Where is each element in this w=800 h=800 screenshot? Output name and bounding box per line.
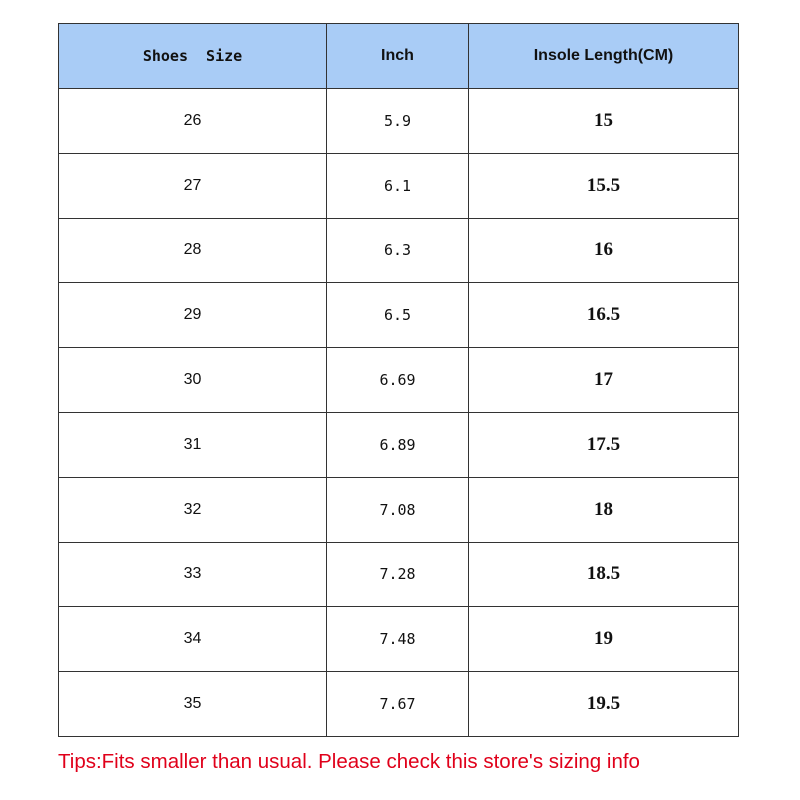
cell-inch: 6.5 [327, 283, 469, 348]
header-row [59, 24, 739, 89]
cell-insole-length: 16 [469, 218, 739, 283]
cell-inch: 6.69 [327, 348, 469, 413]
cell-inch: 6.1 [327, 153, 469, 218]
cell-inch: 6.89 [327, 412, 469, 477]
cell-inch: 7.28 [327, 542, 469, 607]
header-inch: Inch [327, 24, 469, 89]
cell-insole-length: 18 [469, 477, 739, 542]
table-row [59, 477, 739, 542]
table-row [59, 89, 739, 154]
size-chart-table [58, 23, 739, 737]
header-insole-length: Insole Length(CM) [469, 24, 739, 89]
cell-shoes-size: 27 [59, 153, 327, 218]
sizing-tips-note: Tips:Fits smaller than usual. Please check this store's sizing info [58, 750, 640, 773]
cell-insole-length: 17 [469, 348, 739, 413]
header-shoes-size: Shoes Size [59, 24, 327, 89]
cell-shoes-size: 34 [59, 607, 327, 672]
cell-shoes-size: 29 [59, 283, 327, 348]
cell-insole-length: 15.5 [469, 153, 739, 218]
cell-inch: 7.08 [327, 477, 469, 542]
table-row [59, 283, 739, 348]
cell-shoes-size: 26 [59, 89, 327, 154]
cell-shoes-size: 30 [59, 348, 327, 413]
cell-insole-length: 19.5 [469, 672, 739, 737]
table-row [59, 218, 739, 283]
table-row [59, 672, 739, 737]
table-row [59, 153, 739, 218]
cell-inch: 5.9 [327, 89, 469, 154]
table-row [59, 607, 739, 672]
cell-inch: 7.67 [327, 672, 469, 737]
cell-shoes-size: 35 [59, 672, 327, 737]
cell-insole-length: 19 [469, 607, 739, 672]
table-row [59, 348, 739, 413]
cell-inch: 7.48 [327, 607, 469, 672]
cell-insole-length: 18.5 [469, 542, 739, 607]
table-row [59, 542, 739, 607]
cell-insole-length: 15 [469, 89, 739, 154]
cell-shoes-size: 33 [59, 542, 327, 607]
cell-insole-length: 16.5 [469, 283, 739, 348]
cell-shoes-size: 31 [59, 412, 327, 477]
cell-shoes-size: 32 [59, 477, 327, 542]
cell-insole-length: 17.5 [469, 412, 739, 477]
table-row [59, 412, 739, 477]
cell-inch: 6.3 [327, 218, 469, 283]
cell-shoes-size: 28 [59, 218, 327, 283]
